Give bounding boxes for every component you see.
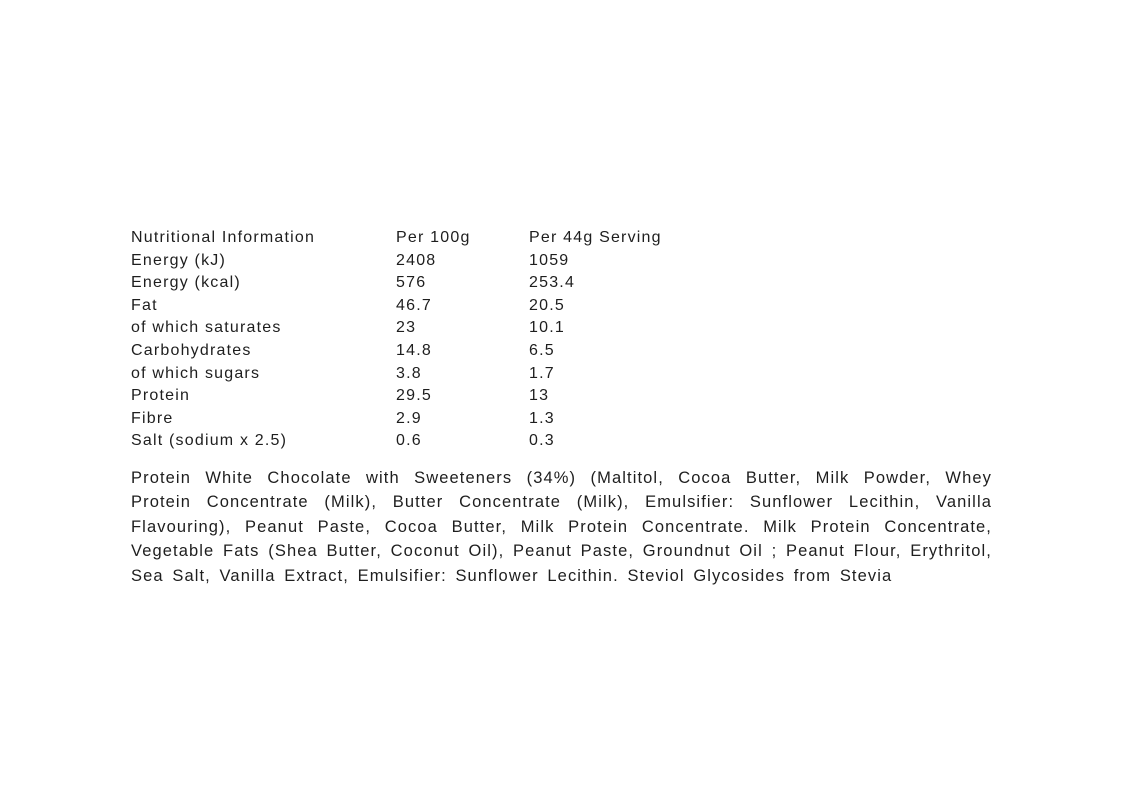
value-per-serving: 1.3 xyxy=(529,409,555,427)
table-header-row xyxy=(131,227,662,250)
table-row-energy-kj xyxy=(131,250,662,273)
value-per-100g: 3.8 xyxy=(396,364,422,382)
table-row-fat xyxy=(131,295,662,318)
value-per-100g: 29.5 xyxy=(396,387,432,405)
nutrient-label: Fibre xyxy=(131,409,174,427)
ingredients-paragraph: Protein White Chocolate with Sweeteners (34%) (Maltitol, Cocoa Butter, Milk Powder, Whey Protein Concentrate (Milk), Butter Concentrate (Milk), Emulsifier: Sunflower Lecithin, Vanilla Flavouring), Peanut Paste, Cocoa Butter, Milk Protein Concentrate. Milk Protein Concentrate, Vegetable Fats (Shea Butter, Coconut Oil), Peanut Paste, Groundnut Oil ; Peanut Flour, Erythritol, Sea Salt, Vanilla Extract, Emulsifier: Sunflower Lecithin. Steviol Glycosides from Stevia xyxy=(131,469,992,585)
value-per-serving: 1.7 xyxy=(529,364,555,382)
value-per-100g: 2408 xyxy=(396,251,437,269)
value-per-serving: 10.1 xyxy=(529,319,565,337)
value-per-serving: 13 xyxy=(529,387,550,405)
table-row-fibre xyxy=(131,408,662,431)
table-row-saturates xyxy=(131,317,662,340)
column-header-nutritional-information: Nutritional Information xyxy=(131,229,316,246)
value-per-serving: 1059 xyxy=(529,251,570,269)
value-per-100g: 14.8 xyxy=(396,341,432,359)
table-row-carbohydrates xyxy=(131,340,662,363)
nutrient-label: Energy (kJ) xyxy=(131,251,226,269)
value-per-serving: 0.3 xyxy=(529,432,555,450)
nutrient-label: Fat xyxy=(131,296,158,314)
nutrient-label: of which saturates xyxy=(131,319,282,337)
table-row-salt xyxy=(131,430,662,453)
table-row-energy-kcal xyxy=(131,272,662,295)
table-row-protein xyxy=(131,385,662,408)
nutrition-table xyxy=(131,227,662,453)
nutrient-label: Energy (kcal) xyxy=(131,274,241,292)
value-per-100g: 46.7 xyxy=(396,296,432,314)
column-header-per-serving: Per 44g Serving xyxy=(529,229,662,246)
value-per-100g: 2.9 xyxy=(396,409,422,427)
value-per-100g: 23 xyxy=(396,319,417,337)
value-per-serving: 20.5 xyxy=(529,296,565,314)
value-per-100g: 0.6 xyxy=(396,432,422,450)
value-per-serving: 6.5 xyxy=(529,341,555,359)
nutrient-label: Carbohydrates xyxy=(131,341,252,359)
value-per-serving: 253.4 xyxy=(529,274,576,292)
nutrient-label: of which sugars xyxy=(131,364,261,382)
nutrient-label: Protein xyxy=(131,387,191,405)
table-row-sugars xyxy=(131,363,662,386)
column-header-per-100g: Per 100g xyxy=(396,229,471,246)
nutrient-label: Salt (sodium x 2.5) xyxy=(131,432,288,450)
value-per-100g: 576 xyxy=(396,274,427,292)
